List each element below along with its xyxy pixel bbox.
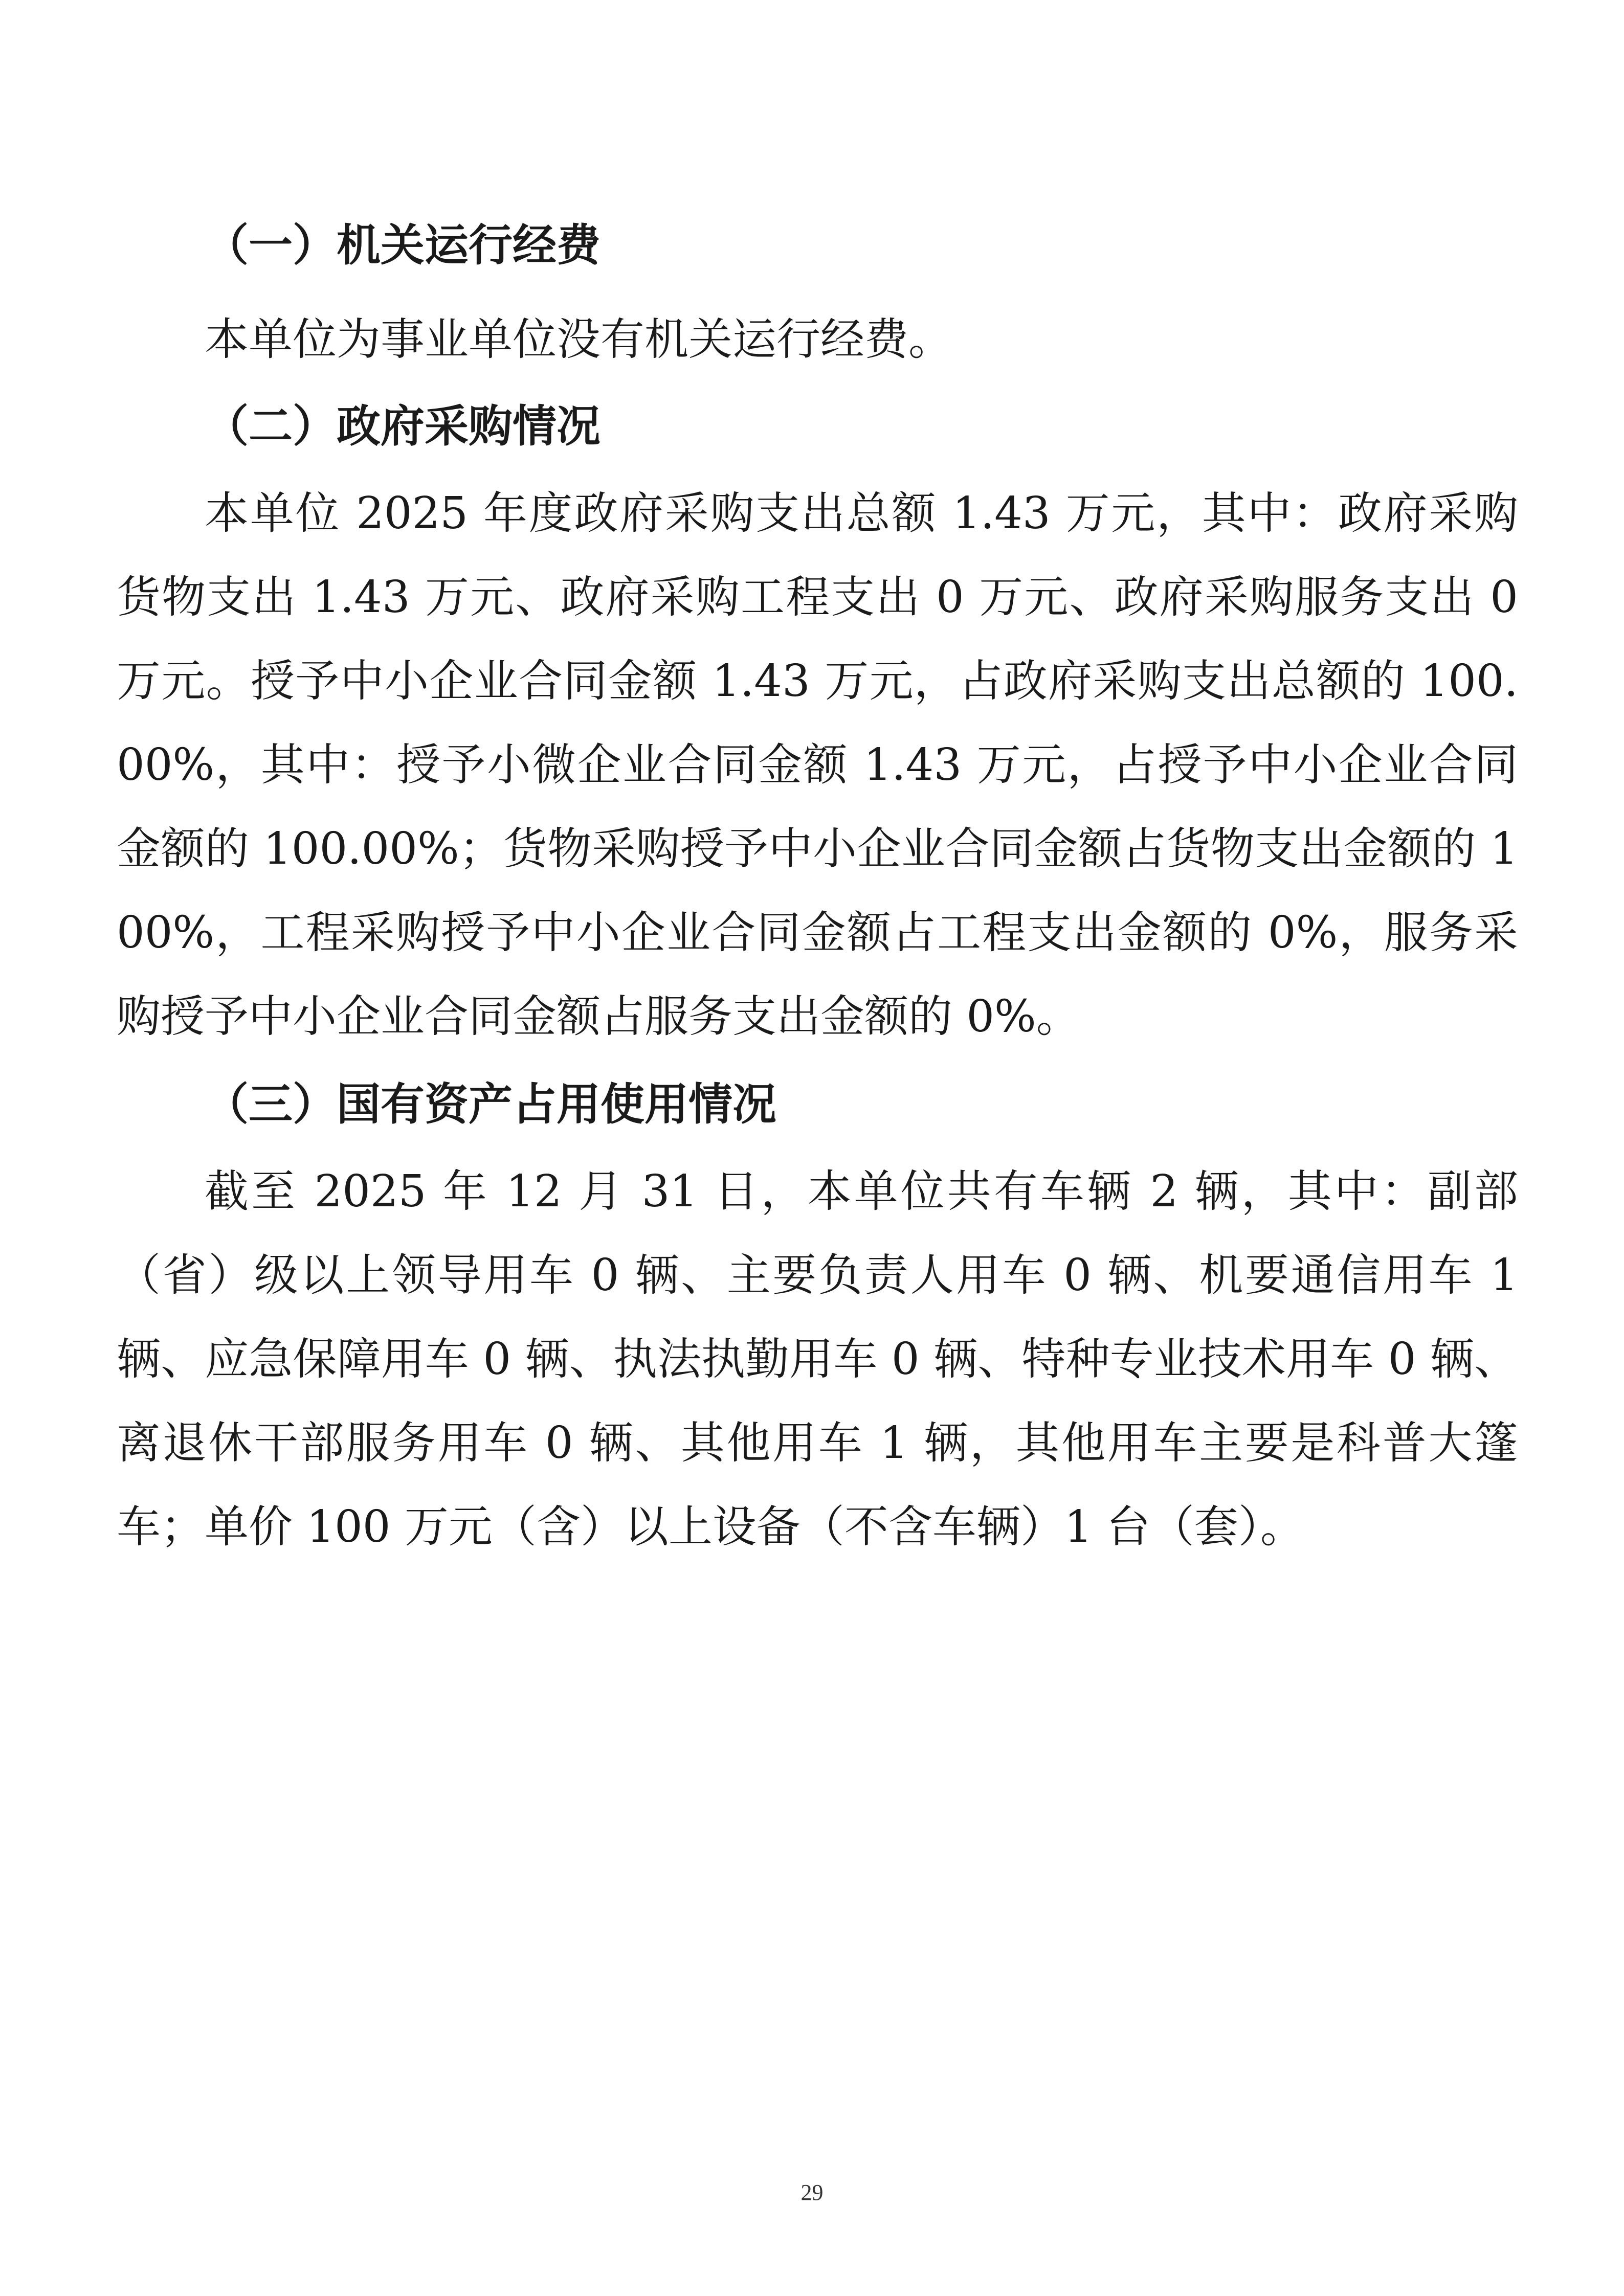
section-body-2: 本单位 2025 年度政府采购支出总额 1.43 万元，其中：政府采购货物支出 1.43 万元、政府采购工程支出 0 万元、政府采购服务支出 0 万元。授予中小企业合同金额 1.43 万元，占政府采购支出总额的 100.00%，其中：授予小微企业合同金额 1.43 万元，占授予中小企业合同金额的 100.00%；货物采购授予中小企业合同金额占货物支出金额的 100%，工程采购授予中小企业合同金额占工程支出金额的 0%，服务采购授予中小企业合同金额占服务支出金额的 0%。: [117, 488, 1518, 1042]
section-heading-1: （一）机关运行经费: [205, 220, 600, 271]
page-content: [117, 204, 1518, 1569]
section-heading-3: （三）国有资产占用使用情况: [205, 1079, 776, 1130]
page-number: 29: [800, 2180, 824, 2205]
section-heading-2: （二）政府采购情况: [205, 401, 600, 452]
section-body-3: 截至 2025 年 12 月 31 日，本单位共有车辆 2 辆，其中：副部（省）级以上领导用车 0 辆、主要负责人用车 0 辆、机要通信用车 1 辆、应急保障用车 0 辆、执法执勤用车 0 辆、特种专业技术用车 0 辆、离退休干部服务用车 0 辆、其他用车 1 辆，其他用车主要是科普大篷车；单价 100 万元（含）以上设备（不含车辆）1 台（套）。: [117, 1166, 1518, 1552]
section-body-1: 本单位为事业单位没有机关运行经费。: [205, 314, 952, 365]
